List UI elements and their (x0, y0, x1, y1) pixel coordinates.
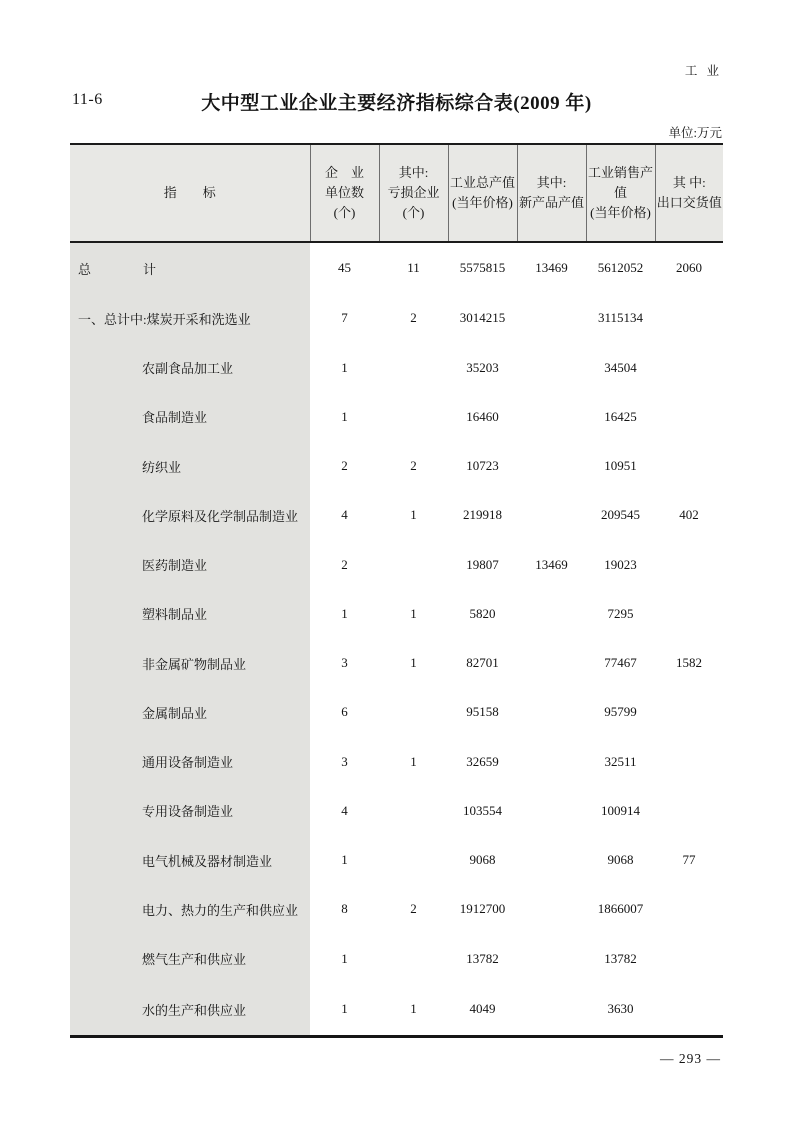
value-cell: 13782 (466, 950, 499, 966)
indicator-cell: 总 计 (70, 242, 310, 294)
header-line: 出口交货值 (656, 195, 722, 210)
value-cell (379, 540, 448, 589)
value-cell: 4 (341, 507, 348, 523)
indicator-cell: 水的生产和供应业 (70, 983, 310, 1036)
col-header-indicator (70, 144, 310, 242)
value-cell (655, 589, 723, 638)
indicator-cell: 通用设备制造业 (70, 737, 310, 786)
header-line: 指 标 (163, 184, 216, 200)
header-line: 新产品产值 (518, 195, 584, 210)
value-cell (655, 885, 723, 934)
value-cell: 13469 (535, 556, 568, 572)
value-cell (517, 786, 586, 835)
value-cell: 16460 (466, 408, 499, 424)
value-cell: 95799 (604, 704, 637, 720)
header-line: 亏损企业 (387, 184, 440, 200)
table-row (70, 885, 723, 934)
value-cell: 402 (679, 507, 699, 523)
value-cell (517, 983, 586, 1036)
table-row (70, 836, 723, 885)
table-row (70, 786, 723, 835)
value-cell: 3630 (607, 1001, 634, 1017)
value-cell: 1 (341, 852, 348, 868)
header-line: (个) (402, 205, 425, 221)
value-cell: 32659 (466, 753, 499, 769)
value-cell (517, 294, 586, 343)
col-header-new-product (517, 144, 586, 242)
value-cell (655, 786, 723, 835)
value-cell (517, 885, 586, 934)
value-cell (655, 688, 723, 737)
col-header-gross-output (448, 144, 517, 242)
value-cell: 2 (410, 901, 417, 917)
value-cell (655, 294, 723, 343)
value-cell: 100914 (601, 802, 640, 818)
col-header-loss-enterprises (379, 144, 448, 242)
table-row (70, 392, 723, 441)
value-cell (517, 392, 586, 441)
value-cell (517, 491, 586, 540)
header-line: 工业总产值 (449, 174, 515, 190)
value-cell (655, 983, 723, 1036)
col-header-export-delivery (655, 144, 723, 242)
col-header-num-enterprises (310, 144, 379, 242)
page-title: 大中型工业企业主要经济指标综合表(2009 年) (201, 93, 592, 114)
table-row (70, 983, 723, 1036)
value-cell (379, 688, 448, 737)
data-table (70, 143, 723, 1038)
table-row (70, 343, 723, 392)
table-number: 11-6 (72, 91, 103, 108)
table-row (70, 491, 723, 540)
table-row (70, 242, 723, 294)
table-row (70, 540, 723, 589)
value-cell: 5612052 (597, 260, 644, 276)
value-cell: 7295 (607, 605, 634, 621)
value-cell: 1 (341, 950, 348, 966)
value-cell: 1 (341, 1001, 348, 1017)
value-cell (517, 688, 586, 737)
value-cell: 1 (410, 753, 417, 769)
value-cell: 3 (341, 655, 348, 671)
value-cell: 1 (410, 605, 417, 621)
value-cell: 4049 (469, 1001, 496, 1017)
value-cell: 1 (410, 507, 417, 523)
header-line: 企 业 (324, 164, 364, 180)
value-cell: 95158 (466, 704, 499, 720)
value-cell: 1 (341, 359, 348, 375)
chapter-label: 工 业 (684, 64, 722, 78)
value-cell: 77467 (604, 655, 637, 671)
value-cell: 16425 (604, 408, 637, 424)
value-cell: 2 (341, 556, 348, 572)
table-row (70, 737, 723, 786)
value-cell (379, 836, 448, 885)
table-row (70, 639, 723, 688)
value-cell (655, 934, 723, 983)
value-cell (655, 540, 723, 589)
table-header (70, 144, 723, 242)
value-cell: 82701 (466, 655, 499, 671)
indicator-cell: 燃气生产和供应业 (70, 934, 310, 983)
value-cell: 19023 (604, 556, 637, 572)
header-line: 其 中: (672, 174, 706, 190)
value-cell (655, 737, 723, 786)
value-cell: 13782 (604, 950, 637, 966)
value-cell (517, 934, 586, 983)
value-cell: 6 (341, 704, 348, 720)
header-line: 工业销售产值 (587, 164, 653, 200)
value-cell: 77 (682, 852, 696, 868)
indicator-cell: 电力、热力的生产和供应业 (70, 885, 310, 934)
indicator-cell: 医药制造业 (70, 540, 310, 589)
value-cell (517, 639, 586, 688)
value-cell: 9068 (607, 852, 634, 868)
value-cell: 34504 (604, 359, 637, 375)
value-cell: 1 (410, 655, 417, 671)
value-cell: 1 (410, 1001, 417, 1017)
value-cell: 3014215 (459, 310, 506, 326)
header-line: (个) (333, 205, 356, 221)
value-cell (517, 343, 586, 392)
value-cell: 5820 (469, 605, 496, 621)
value-cell (517, 442, 586, 491)
value-cell (517, 836, 586, 885)
value-cell: 11 (407, 260, 420, 276)
header-line: 其中: (398, 164, 429, 180)
value-cell: 209545 (601, 507, 640, 523)
header-line: (当年价格) (590, 205, 651, 221)
indicator-cell: 食品制造业 (70, 392, 310, 441)
unit-note: 单位:万元 (668, 126, 722, 140)
value-cell: 1582 (676, 655, 702, 671)
value-cell: 103554 (463, 802, 502, 818)
value-cell: 1 (341, 408, 348, 424)
value-cell: 7 (341, 310, 348, 326)
value-cell: 19807 (466, 556, 499, 572)
value-cell (655, 442, 723, 491)
value-cell: 2 (341, 458, 348, 474)
value-cell: 9068 (469, 852, 496, 868)
header-row (70, 144, 723, 242)
indicator-cell: 金属制品业 (70, 688, 310, 737)
table-body (70, 242, 723, 1037)
value-cell: 2 (410, 458, 417, 474)
indicator-cell: 化学原料及化学制品制造业 (70, 491, 310, 540)
value-cell (517, 589, 586, 638)
value-cell (655, 343, 723, 392)
value-cell: 5575815 (459, 260, 506, 276)
header-line: 单位数 (324, 184, 364, 200)
indicator-cell: 农副食品加工业 (70, 343, 310, 392)
value-cell: 2 (410, 310, 417, 326)
value-cell (517, 737, 586, 786)
indicator-cell: 专用设备制造业 (70, 786, 310, 835)
value-cell: 2060 (676, 260, 702, 276)
table-row (70, 589, 723, 638)
indicator-cell: 一、总计中:煤炭开采和洗选业 (70, 294, 310, 343)
value-cell: 1912700 (459, 901, 506, 917)
value-cell: 219918 (463, 507, 502, 523)
value-cell: 10951 (604, 458, 637, 474)
value-cell (379, 934, 448, 983)
page-number: — 293 — (660, 1051, 721, 1066)
value-cell: 3115134 (597, 310, 644, 326)
value-cell: 13469 (535, 260, 568, 276)
col-header-sales-output (586, 144, 655, 242)
indicator-cell: 塑料制品业 (70, 589, 310, 638)
table-row (70, 442, 723, 491)
value-cell: 1 (341, 605, 348, 621)
title-row (70, 88, 723, 116)
indicator-cell: 非金属矿物制品业 (70, 639, 310, 688)
indicator-cell: 电气机械及器材制造业 (70, 836, 310, 885)
value-cell (379, 786, 448, 835)
table-row (70, 934, 723, 983)
value-cell (655, 392, 723, 441)
value-cell (379, 392, 448, 441)
value-cell: 8 (341, 901, 348, 917)
table-row (70, 294, 723, 343)
indicator-cell: 纺织业 (70, 442, 310, 491)
value-cell: 10723 (466, 458, 499, 474)
table-row (70, 688, 723, 737)
value-cell (379, 343, 448, 392)
value-cell: 1866007 (597, 901, 644, 917)
value-cell: 32511 (604, 753, 637, 769)
header-line: 其中: (536, 174, 567, 190)
value-cell: 4 (341, 802, 348, 818)
value-cell: 45 (338, 260, 351, 276)
header-line: (当年价格) (452, 195, 513, 210)
value-cell: 35203 (466, 359, 499, 375)
value-cell: 3 (341, 753, 348, 769)
